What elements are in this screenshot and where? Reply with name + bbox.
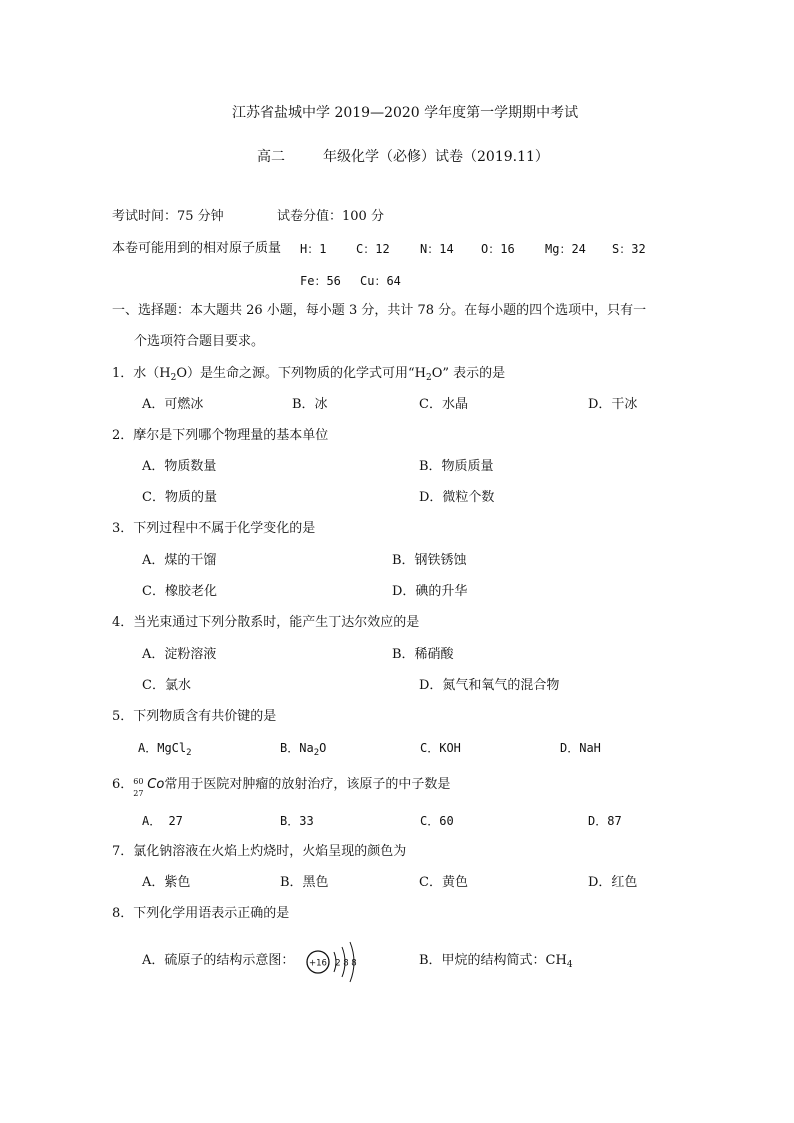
- q3-option-d: D．碘的升华: [392, 584, 468, 599]
- q2-option-b: B．物质质量: [419, 459, 494, 474]
- q6-option-c: C．60: [420, 814, 454, 828]
- q4-option-c: C．氯水: [142, 678, 191, 693]
- exam-time: 考试时间：75 分钟: [112, 209, 224, 224]
- q1-option-b: B．冰: [292, 397, 328, 412]
- q7-option-d: D．红色: [588, 875, 638, 890]
- q8-option-a: A．硫原子的结构示意图：: [142, 953, 295, 968]
- question-2: 2．摩尔是下列哪个物理量的基本单位: [112, 428, 329, 443]
- q1-option-d: D．干冰: [588, 397, 638, 412]
- q2-option-a: A．物质数量: [142, 459, 217, 474]
- q7-option-a: A．紫色: [142, 875, 191, 890]
- q6-option-a: A． 27: [142, 814, 183, 828]
- q6-option-d: D．87: [588, 814, 622, 828]
- question-5: 5．下列物质含有共价键的是: [112, 709, 277, 724]
- q6-option-b: B．33: [280, 814, 314, 828]
- exam-title: 江苏省盐城中学 2019—2020 学年度第一学期期中考试: [232, 105, 579, 121]
- q3-option-b: B．钢铁锈蚀: [392, 553, 467, 568]
- mass-s: S：32: [612, 242, 646, 256]
- question-6: 6． 60 27 Co常用于医院对肿瘤的放射治疗，该原子的中子数是: [112, 777, 451, 798]
- q3-option-c: C．橡胶老化: [142, 584, 217, 599]
- q2-option-c: C．物质的量: [142, 490, 217, 505]
- mass-h: H：1: [300, 242, 327, 256]
- section-heading-cont: 个选项符合题目要求。: [134, 334, 265, 349]
- q7-option-c: C．黄色: [419, 875, 468, 890]
- mass-c: C：12: [356, 242, 390, 256]
- question-3: 3．下列过程中不属于化学变化的是: [112, 521, 316, 536]
- nucleus-charge: +16: [309, 958, 327, 969]
- grade-label: 高二: [257, 149, 285, 165]
- mass-o: O：16: [481, 242, 515, 256]
- question-4: 4．当光束通过下列分散系时，能产生丁达尔效应的是: [112, 615, 420, 630]
- q5-option-c: C．KOH: [420, 741, 461, 755]
- q5-option-a: A．MgCl$_2$: [138, 741, 192, 758]
- shell-electrons-2: 8: [343, 958, 349, 969]
- shell-electrons-1: 2: [335, 958, 341, 969]
- q7-option-b: B．黑色: [280, 875, 329, 890]
- q2-option-d: D．微粒个数: [419, 490, 495, 505]
- q4-option-a: A．淀粉溶液: [142, 647, 217, 662]
- q4-option-d: D．氮气和氧气的混合物: [419, 678, 560, 693]
- q8-option-b: B．甲烷的结构简式：$CH_4$: [419, 953, 573, 970]
- q3-option-a: A．煤的干馏: [142, 553, 217, 568]
- exam-score: 试卷分值：100 分: [277, 209, 384, 224]
- mass-n: N：14: [420, 242, 454, 256]
- question-8: 8．下列化学用语表示正确的是: [112, 906, 290, 921]
- q1-option-a: A．可燃冰: [142, 397, 204, 412]
- mass-mg: Mg：24: [545, 242, 586, 256]
- isotope-notation: 60 27: [133, 777, 144, 798]
- atomic-mass-label: 本卷可能用到的相对原子质量: [112, 241, 282, 256]
- q5-option-b: B．$Na_2O$: [280, 741, 327, 758]
- question-1: 1．水$(H_2O)$是生命之源。下列物质的化学式可用“$H_2O$” 表示的是: [112, 366, 506, 383]
- sulfur-atom-diagram: [302, 936, 366, 988]
- mass-cu: Cu：64: [360, 274, 401, 288]
- q5-option-d: D．NaH: [560, 741, 601, 755]
- mass-fe: Fe：56: [300, 274, 341, 288]
- question-7: 7．氯化钠溶液在火焰上灼烧时，火焰呈现的颜色为: [112, 844, 407, 859]
- q4-option-b: B．稀硝酸: [392, 647, 454, 662]
- paper-subtitle: 年级化学（必修）试卷（2019.11）: [323, 149, 549, 165]
- section-heading: 一、选择题：本大题共 26 小题，每小题 3 分，共计 78 分。在每小题的四个选项中，只有一: [112, 303, 647, 318]
- q1-option-c: C．水晶: [419, 397, 468, 412]
- shell-electrons-3: 8: [351, 958, 357, 969]
